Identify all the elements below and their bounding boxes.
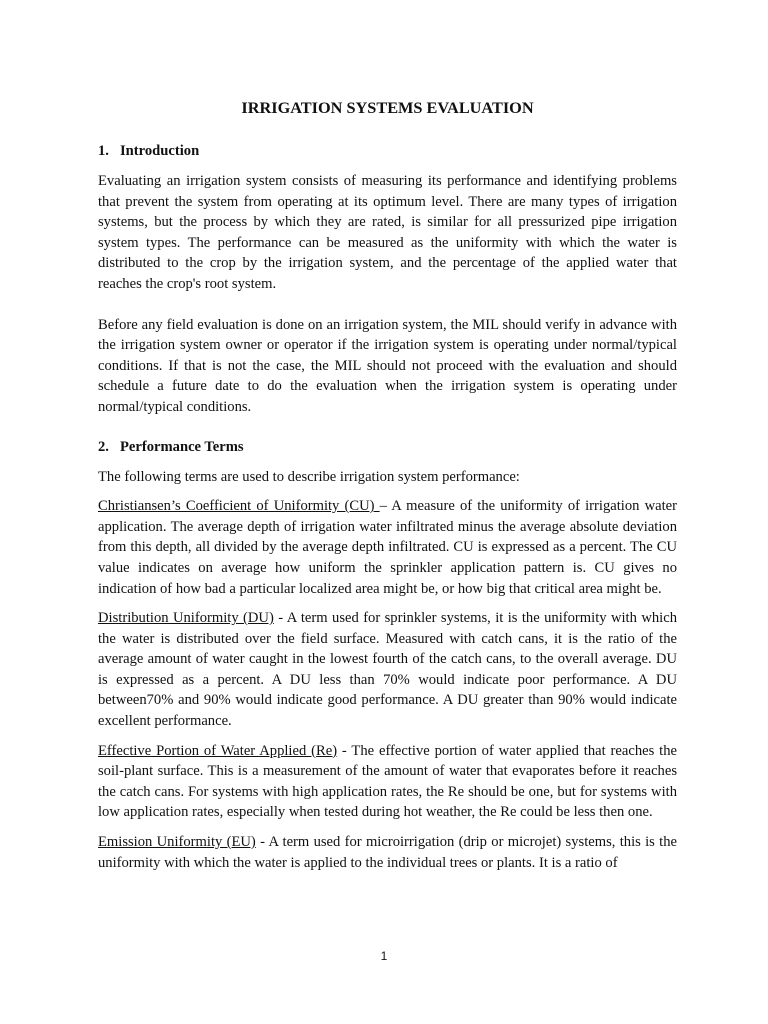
intro-paragraph-1: Evaluating an irrigation system consists of measuring its performance and identifying problems that prevent the system from operating at its optimum level. There are many types of irrigation systems, but the process by which they are rated, is similar for all pressurized pipe irrigation system types. The performance can be measured as the uniformity with which the water is distributed to the crop by the irrigation system, and the percentage of the applied water that reaches the crop's root system. bbox=[98, 173, 677, 292]
term-name: Emission Uniformity (EU) bbox=[98, 834, 256, 851]
page-content bbox=[98, 96, 677, 882]
section-number: 1. bbox=[98, 143, 109, 159]
intro-paragraph-2: Before any field evaluation is done on an irrigation system, the MIL should verify in advance with the irrigation system owner or operator if the irrigation system is operating under normal/typical conditions. If that is not the case, the MIL should not proceed with the evaluation and should schedule a future date to do the evaluation when the irrigation system is operating under normal/typical conditions. bbox=[98, 316, 677, 415]
page-number: 1 bbox=[380, 949, 388, 963]
term-definition: – A measure of the uniformity of irrigation water application. The average depth of irrigation water infiltrated minus the average absolute deviation from this depth, all divided by the average depth infiltrated. CU is expressed as a percent. The CU value indicates on average how uniform the sprinkler application pattern is. CU gives no indication of how bad a particular localized area might be, or how big that critical area might be. bbox=[98, 498, 677, 597]
term-eu bbox=[98, 832, 677, 873]
term-name: Christiansen’s Coefficient of Uniformity (CU) bbox=[98, 498, 380, 515]
document-title: IRRIGATION SYSTEMS EVALUATION bbox=[241, 98, 534, 117]
section-heading-performance-terms bbox=[98, 437, 677, 457]
terms-lead-paragraph: The following terms are used to describe irrigation system performance: bbox=[98, 468, 520, 485]
term-definition: - A term used for sprinkler systems, it is the uniformity with which the water is distributed over the field surface. Measured with catch cans, it is the ratio of the average amount of water caught in the lowest fourth of the catch cans, to the overall average. DU is expressed as a percent. A DU less than 70% would indicate poor performance. A DU between70% and 90% would indicate good performance. A DU greater than 90% would indicate excellent performance. bbox=[98, 610, 677, 730]
term-name: Distribution Uniformity (DU) bbox=[98, 610, 274, 627]
term-name: Effective Portion of Water Applied (Re) bbox=[98, 742, 338, 759]
section-title: Performance Terms bbox=[120, 438, 244, 455]
term-definition: - A term used for microirrigation (drip or microjet) systems, this is the uniformity with which the water is applied to the individual trees or plants. It is a ratio of bbox=[98, 834, 677, 871]
term-cu bbox=[98, 496, 677, 599]
term-re bbox=[98, 741, 677, 823]
section-title: Introduction bbox=[120, 143, 200, 159]
term-du bbox=[98, 608, 677, 732]
section-heading-introduction bbox=[98, 141, 677, 161]
section-number: 2. bbox=[98, 438, 109, 455]
term-definition: - The effective portion of water applied that reaches the soil-plant surface. This is a measurement of the amount of water that evaporates before it reaches the catch cans. For systems with high application rates, the Re should be one, but for systems with low application rates, especially when tested during hot weather, the Re could be less then one. bbox=[98, 742, 677, 821]
